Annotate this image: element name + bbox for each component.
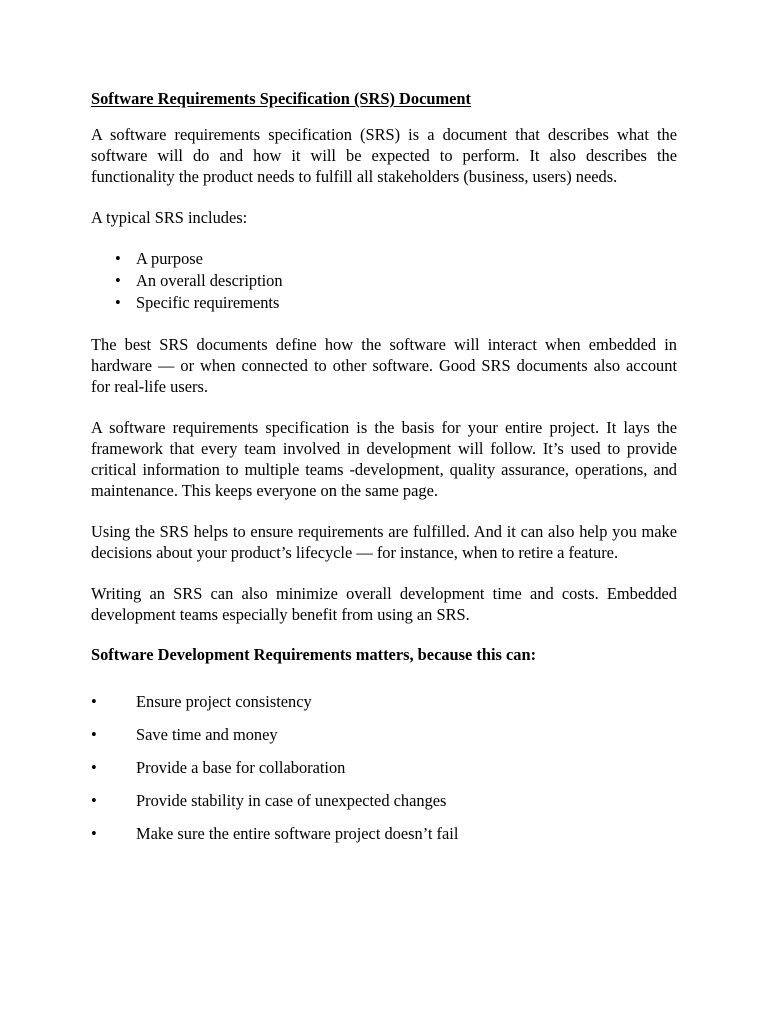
includes-list [91, 248, 677, 314]
bullet-icon: • [115, 271, 121, 290]
list-item [91, 757, 677, 790]
list-item-text: Specific requirements [136, 293, 280, 312]
writing-paragraph: Writing an SRS can also minimize overall development time and costs. Embedded development teams especially benefit from using an SRS. [91, 584, 677, 624]
list-item-text: Save time and money [136, 725, 278, 744]
bullet-icon: • [91, 692, 97, 711]
bullet-icon: • [91, 725, 97, 744]
bullet-icon: • [115, 293, 121, 312]
list-item-text: A purpose [136, 249, 203, 268]
list-item-text: Ensure project consistency [136, 692, 312, 711]
list-item-text: An overall description [136, 271, 283, 290]
list-item [91, 248, 677, 270]
matters-heading: Software Development Requirements matters, because this can: [91, 645, 537, 664]
bullet-icon: • [91, 791, 97, 810]
best-srs-paragraph: The best SRS documents define how the software will interact when embedded in hardware — or when connected to other software. Good SRS documents also account for real-life users. [91, 335, 677, 396]
list-item [91, 292, 677, 314]
intro-paragraph: A software requirements specification (SRS) is a document that describes what the software will do and how it will be expected to perform. It also describes the functionality the product needs to fulfill all stakeholders (business, users) needs. [91, 125, 677, 186]
list-item-text: Make sure the entire software project doesn’t fail [136, 824, 459, 843]
list-item [91, 270, 677, 292]
list-item [91, 724, 677, 757]
list-item [91, 823, 677, 856]
document-body [91, 88, 677, 856]
list-item [91, 691, 677, 724]
using-paragraph: Using the SRS helps to ensure requirements are fulfilled. And it can also help you make decisions about your product’s lifecycle — for instance, when to retire a feature. [91, 522, 677, 562]
list-item-text: Provide a base for collaboration [136, 758, 346, 777]
bullet-icon: • [91, 824, 97, 843]
bullet-icon: • [91, 758, 97, 777]
bullet-icon: • [115, 249, 121, 268]
includes-label: A typical SRS includes: [91, 208, 248, 227]
document-title: Software Requirements Specification (SRS) Document [91, 89, 471, 108]
list-item [91, 790, 677, 823]
matters-list [91, 691, 677, 856]
list-item-text: Provide stability in case of unexpected changes [136, 791, 447, 810]
basis-paragraph: A software requirements specification is the basis for your entire project. It lays the framework that every team involved in development will follow. It’s used to provide critical information to multiple teams -development, quality assurance, operations, and maintenance. This keeps everyone on the same page. [91, 418, 677, 500]
